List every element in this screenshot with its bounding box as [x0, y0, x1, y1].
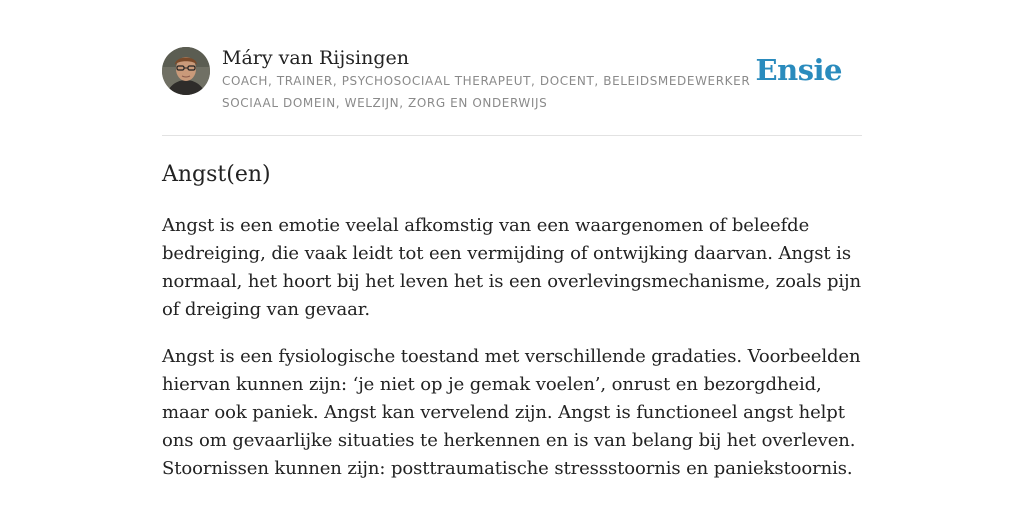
author-role: COACH, TRAINER, PSYCHOSOCIAAL THERAPEUT, DOCENT, BELEIDSMEDEWERKER SOCIAAL DOMEIN, WELZIJN, ZORG EN ONDERWIJS	[222, 74, 751, 110]
article-paragraph: Angst is een fysiologische toestand met verschillende gradaties. Voorbeelden hiervan kunnen zijn: ‘je niet op je gemak voelen’, onrust en bezorgdheid, maar ook paniek. Angst kan vervelend zijn. Angst is functioneel angst helpt ons om gevaarlijke situaties te herkennen en is van belang bij het overleven. Stoornissen kunnen zijn: posttraumatische stressstoornis en paniekstoornis.	[162, 346, 861, 479]
ensie-logo[interactable]: Ensie	[755, 53, 842, 87]
article	[162, 158, 862, 502]
author-header	[162, 44, 862, 136]
author-name[interactable]: Máry van Rijsingen	[222, 47, 409, 69]
author-info	[222, 46, 782, 114]
article-title: Angst(en)	[162, 162, 271, 187]
author-avatar[interactable]	[162, 47, 210, 95]
article-paragraph: Angst is een emotie veelal afkomstig van een waargenomen of beleefde bedreiging, die vaak leidt tot een vermijding of ontwijking daarvan. Angst is normaal, het hoort bij het leven het is een overlevingsmechanisme, zoals pijn of dreiging van gevaar.	[162, 215, 862, 320]
person-portrait-icon	[162, 47, 210, 95]
